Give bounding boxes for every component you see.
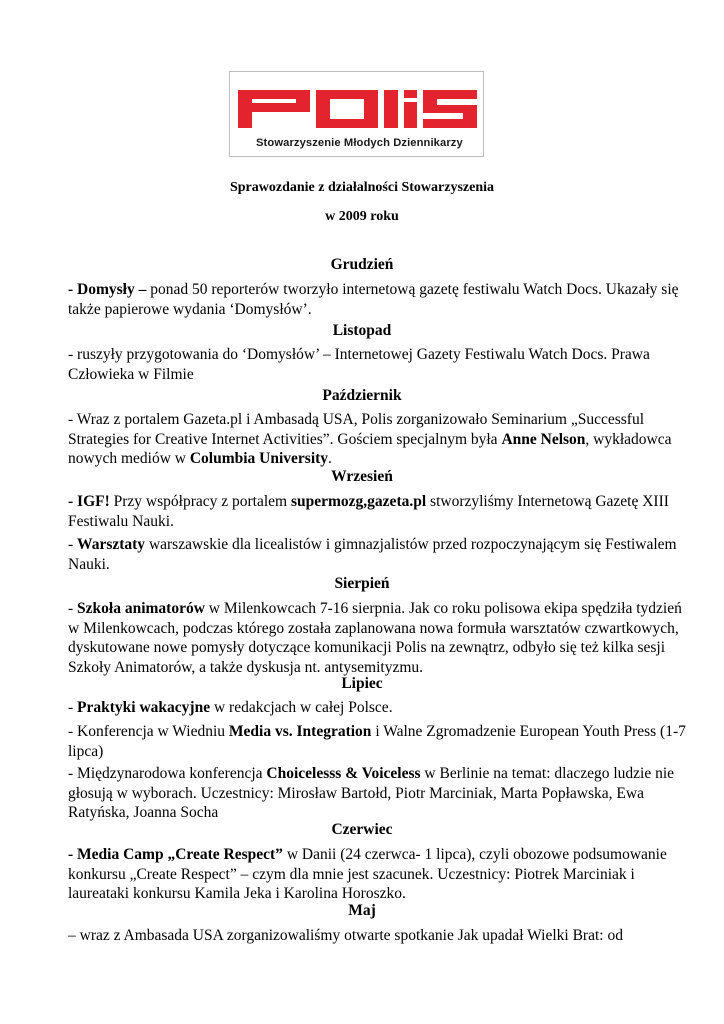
paragraph-listopad-1: - ruszyły przygotowania do ‘Domysłów’ – Internetowej Gazety Festiwalu Watch Docs. Prawa Człowieka w Filmie	[68, 346, 650, 383]
section-heading-lipiec: Lipiec	[341, 675, 383, 692]
polis-logo	[229, 71, 484, 157]
section-heading-pazdziernik: Październik	[322, 387, 402, 404]
paragraph-wrzesien-1: - IGF! Przy współpracy z portalem supermozg,gazeta.pl stworzyliśmy Internetową Gazetę XIII Festiwalu Nauki.	[68, 493, 669, 530]
paragraph-sierpien-1: - Szkoła animatorów w Milenkowcach 7-16 sierpnia. Jak co roku polisowa ekipa spędziła tydzień w Milenkowcach, podczas którego została zaplanowana nowa formuła warsztatów czwartkowych, dyskutowane nowe pomysły dotyczące komunikacji Polis na zewnątrz, odbyło się też kilka sesji Szkoły Animatorów, a także dyskusja nt. antysemityzmu.	[68, 600, 682, 676]
paragraph-grudzien-1: - Domysły – ponad 50 reporterów tworzyło internetową gazetę festiwalu Watch Docs. Ukazały się także papierowe wydania ‘Domysłów’.	[68, 281, 679, 318]
logo-subtitle: Stowarzyszenie Młodych Dziennikarzy	[256, 137, 463, 149]
paragraph-lipiec-3: - Międzynarodowa konferencja Choicelesss & Voiceless w Berlinie na temat: dlaczego ludzie nie głosują w wyborach. Uczestnicy: Mirosław Bartołd, Piotr Marciniak, Marta Popławska, Ewa Ratyńska, Joanna Socha	[68, 765, 675, 821]
paragraph-maj-1: – wraz z Ambasada USA zorganizowaliśmy otwarte spotkanie Jak upadał Wielki Brat: od	[68, 927, 623, 944]
paragraph-lipiec-2: - Konferencja w Wiedniu Media vs. Integration i Walne Zgromadzenie European Youth Press (1-7 lipca)	[68, 723, 686, 760]
paragraph-wrzesien-2: - Warsztaty warszawskie dla licealistów i gimnazjalistów przed rozpoczynającym się Festiwalem Nauki.	[68, 536, 677, 573]
paragraph-pazdziernik-1: - Wraz z portalem Gazeta.pl i Ambasadą USA, Polis zorganizowało Seminarium „Successful Strategies for Creative Internet Activities”. Gościem specjalnym była Anne Nelson, wykładowca nowych mediów w Columbia University.	[68, 411, 672, 467]
section-heading-listopad: Listopad	[332, 322, 392, 339]
section-heading-sierpien: Sierpień	[334, 575, 390, 592]
paragraph-czerwiec-1: - Media Camp „Create Respect” w Danii (24 czerwca- 1 lipca), czyli obozowe podsumowanie konkursu „Create Respect” – czym dla mnie jest szacunek. Uczestnicy: Piotrek Marciniak i laureataki konkursu Kamila Jeka i Karolina Horoszko.	[68, 846, 667, 902]
section-heading-grudzien: Grudzień	[330, 256, 394, 273]
section-heading-wrzesien: Wrzesień	[331, 468, 393, 485]
polis-wordmark	[236, 88, 479, 130]
document-title-line1: Sprawozdanie z działalności Stowarzyszenia	[229, 180, 495, 195]
section-heading-maj: Maj	[348, 902, 376, 919]
document-title-line2: w 2009 roku	[325, 209, 399, 224]
section-heading-czerwiec: Czerwiec	[331, 821, 393, 838]
paragraph-lipiec-1: - Praktyki wakacyjne w redakcjach w całej Polsce.	[68, 699, 393, 716]
domysly-label: - Domysły –	[68, 281, 147, 298]
